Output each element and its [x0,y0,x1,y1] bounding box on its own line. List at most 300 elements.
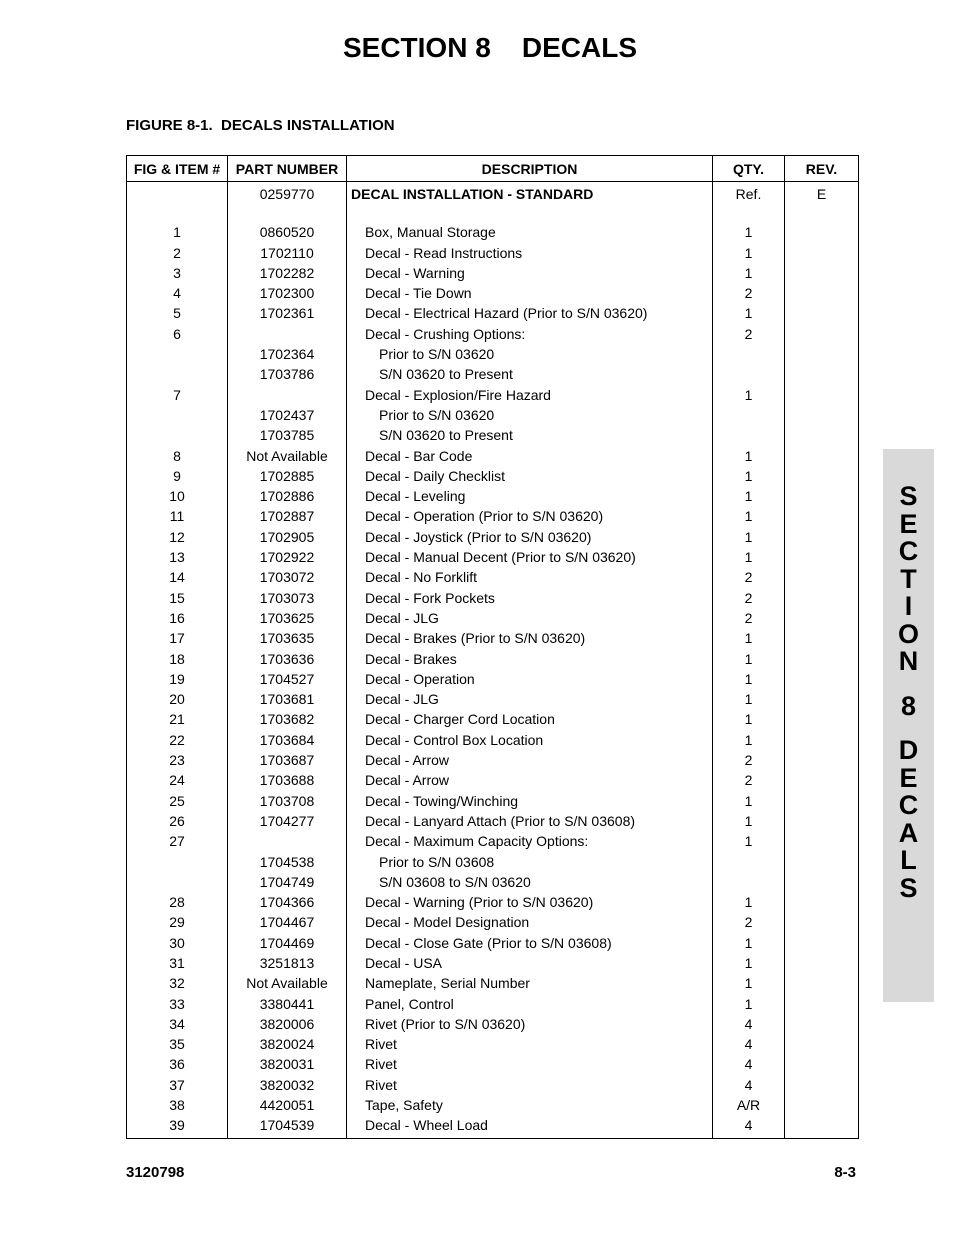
rev-cell [785,283,859,303]
part-number-cell: 1704366 [228,892,347,912]
qty-cell: 1 [713,385,785,405]
table-row [127,953,859,973]
fig-item-cell: 25 [127,791,228,811]
fig-item-cell: 35 [127,1034,228,1054]
part-number-cell: 1704749 [228,872,347,892]
qty-cell [713,425,785,445]
fig-item-cell [127,344,228,364]
table-row [127,466,859,486]
rev-cell [785,933,859,953]
part-number-cell: 3380441 [228,994,347,1014]
part-number-cell: Not Available [228,446,347,466]
fig-item-cell: 14 [127,567,228,587]
part-number-cell [228,324,347,344]
fig-item-cell: 30 [127,933,228,953]
rev-cell [785,892,859,912]
side-tab-letter: D [898,735,919,765]
rev-cell [785,689,859,709]
qty-cell: 1 [713,486,785,506]
table-row [127,831,859,851]
table-row [127,628,859,648]
table-row [127,527,859,547]
description-cell: Decal - Brakes [347,649,713,669]
table-row [127,486,859,506]
part-number-cell: 1703681 [228,689,347,709]
qty-cell: 1 [713,994,785,1014]
rev-cell [785,994,859,1014]
description-cell: DECAL INSTALLATION - STANDARD [347,182,713,205]
decals-parts-table [126,155,859,1139]
side-tab-letter: C [898,790,919,820]
table-row [127,1014,859,1034]
section-title: SECTION 8 DECALS [342,32,638,63]
fig-item-cell: 37 [127,1075,228,1095]
rev-cell [785,506,859,526]
table-row [127,222,859,242]
qty-cell: 1 [713,892,785,912]
description-cell: Decal - Operation (Prior to S/N 03620) [347,506,713,526]
qty-cell: 1 [713,973,785,993]
qty-cell: 2 [713,770,785,790]
table-row [127,446,859,466]
qty-cell: 1 [713,933,785,953]
rev-cell [785,1095,859,1115]
part-number-cell: 1702361 [228,303,347,323]
fig-item-cell: 32 [127,973,228,993]
fig-item-cell: 1 [127,222,228,242]
rev-cell [785,1014,859,1034]
fig-item-cell: 31 [127,953,228,973]
description-cell: Decal - Fork Pockets [347,588,713,608]
part-number-cell: 1702437 [228,405,347,425]
qty-cell: 1 [713,506,785,526]
table-row [127,1095,859,1115]
qty-cell: 1 [713,831,785,851]
description-cell: Decal - Close Gate (Prior to S/N 03608) [347,933,713,953]
description-cell: Decal - Lanyard Attach (Prior to S/N 03608) [347,811,713,831]
rev-cell [785,791,859,811]
table-row [127,182,859,205]
part-number-cell: 1703682 [228,709,347,729]
rev-cell [785,567,859,587]
description-cell: Prior to S/N 03620 [347,405,713,425]
rev-cell [785,1034,859,1054]
table-row [127,303,859,323]
rev-cell [785,466,859,486]
qty-cell: 4 [713,1014,785,1034]
rev-cell [785,385,859,405]
qty-cell: 1 [713,811,785,831]
description-cell: Decal - Manual Decent (Prior to S/N 03620) [347,547,713,567]
qty-cell: 1 [713,791,785,811]
fig-item-cell: 27 [127,831,228,851]
qty-cell [713,405,785,425]
qty-cell: 1 [713,466,785,486]
part-number-cell: 3820031 [228,1054,347,1074]
description-cell: Decal - Warning (Prior to S/N 03620) [347,892,713,912]
qty-cell: 1 [713,263,785,283]
table-row [127,933,859,953]
qty-cell: 1 [713,527,785,547]
side-tab-letter: N [898,646,919,676]
side-tab-letter: C [898,536,919,566]
qty-cell: 2 [713,750,785,770]
side-tab-letter: I [904,591,913,621]
qty-cell: 2 [713,912,785,932]
part-number-cell: 1703625 [228,608,347,628]
fig-item-cell: 36 [127,1054,228,1074]
side-tab-letter: T [900,563,917,594]
qty-cell: 2 [713,283,785,303]
description-cell: Rivet [347,1034,713,1054]
part-number-cell: 3820006 [228,1014,347,1034]
qty-cell: 4 [713,1034,785,1054]
part-number-cell: 1704467 [228,912,347,932]
table-row [127,1115,859,1138]
part-number-cell: 1703684 [228,730,347,750]
fig-item-cell: 21 [127,709,228,729]
description-cell: Decal - Arrow [347,770,713,790]
rev-cell [785,669,859,689]
column-header-qty: QTY. [713,156,785,182]
table-row [127,567,859,587]
part-number-cell [228,204,347,222]
description-cell: Prior to S/N 03620 [347,344,713,364]
table-header-row [127,156,859,182]
description-cell: S/N 03620 to Present [347,364,713,384]
rev-cell [785,364,859,384]
side-tab-letter: O [897,618,919,649]
table-row [127,547,859,567]
part-number-cell: 1703688 [228,770,347,790]
description-cell: S/N 03620 to Present [347,425,713,445]
rev-cell [785,1075,859,1095]
qty-cell: Ref. [713,182,785,205]
table-row [127,324,859,344]
fig-item-cell: 38 [127,1095,228,1115]
fig-item-cell: 24 [127,770,228,790]
part-number-cell: 4420051 [228,1095,347,1115]
qty-cell [713,852,785,872]
qty-cell: 1 [713,628,785,648]
description-cell: Decal - Control Box Location [347,730,713,750]
fig-item-cell: 7 [127,385,228,405]
table-row [127,1054,859,1074]
description-cell: Box, Manual Storage [347,222,713,242]
table-row [127,709,859,729]
part-number-cell: 1703708 [228,791,347,811]
rev-cell [785,1115,859,1138]
part-number-cell: 3820024 [228,1034,347,1054]
table-row [127,405,859,425]
description-cell: Decal - Joystick (Prior to S/N 03620) [347,527,713,547]
table-row [127,811,859,831]
part-number-cell: 1702885 [228,466,347,486]
table-row [127,1075,859,1095]
description-cell: Decal - Maximum Capacity Options: [347,831,713,851]
description-cell: Decal - Brakes (Prior to S/N 03620) [347,628,713,648]
section-side-tab [883,449,934,1002]
table-row [127,506,859,526]
qty-cell [713,204,785,222]
rev-cell [785,324,859,344]
description-cell: Decal - Wheel Load [347,1115,713,1138]
description-cell: Decal - Electrical Hazard (Prior to S/N 03620) [347,303,713,323]
document-number: 3120798 [126,1164,185,1181]
fig-item-cell: 18 [127,649,228,669]
fig-item-cell: 28 [127,892,228,912]
table-row [127,649,859,669]
part-number-cell: 1702364 [228,344,347,364]
rev-cell [785,750,859,770]
part-number-cell: 1703072 [228,567,347,587]
qty-cell: 1 [713,730,785,750]
qty-cell: 1 [713,669,785,689]
side-tab-letter: S [899,872,918,903]
qty-cell: 1 [713,243,785,263]
description-cell: Decal - USA [347,953,713,973]
part-number-cell: 1704539 [228,1115,347,1138]
rev-cell [785,263,859,283]
description-cell: Rivet [347,1054,713,1074]
rev-cell [785,405,859,425]
fig-item-cell [127,364,228,384]
side-tab-letter: S [899,481,918,511]
description-cell: S/N 03608 to S/N 03620 [347,872,713,892]
part-number-cell: 1703687 [228,750,347,770]
fig-item-cell: 13 [127,547,228,567]
rev-cell [785,912,859,932]
rev-cell [785,344,859,364]
description-cell: Decal - Charger Cord Location [347,709,713,729]
fig-item-cell: 29 [127,912,228,932]
qty-cell: 1 [713,303,785,323]
description-cell: Decal - Explosion/Fire Hazard [347,385,713,405]
rev-cell [785,303,859,323]
part-number-cell: 1704469 [228,933,347,953]
table-row [127,385,859,405]
qty-cell [713,872,785,892]
table-row [127,791,859,811]
qty-cell: 1 [713,547,785,567]
rev-cell [785,973,859,993]
table-row [127,344,859,364]
side-tab-letter: E [899,508,918,539]
fig-item-cell [127,204,228,222]
fig-item-cell: 11 [127,506,228,526]
qty-cell: 2 [713,567,785,587]
qty-cell: 2 [713,588,785,608]
table-row [127,1034,859,1054]
part-number-cell: 1703635 [228,628,347,648]
rev-cell: E [785,182,859,205]
part-number-cell: 1703636 [228,649,347,669]
fig-item-cell [127,872,228,892]
rev-cell [785,608,859,628]
fig-item-cell: 20 [127,689,228,709]
part-number-cell: 1704277 [228,811,347,831]
part-number-cell: 0259770 [228,182,347,205]
description-cell: Tape, Safety [347,1095,713,1115]
part-number-cell: 1704527 [228,669,347,689]
table-row [127,852,859,872]
fig-item-cell: 17 [127,628,228,648]
fig-item-cell [127,425,228,445]
rev-cell [785,628,859,648]
part-number-cell: 3820032 [228,1075,347,1095]
part-number-cell: 1702300 [228,283,347,303]
part-number-cell: 1702905 [228,527,347,547]
fig-item-cell [127,852,228,872]
description-cell: Nameplate, Serial Number [347,973,713,993]
side-tab-letter: 8 [900,690,917,721]
table-row [127,669,859,689]
qty-cell: 4 [713,1075,785,1095]
fig-item-cell: 16 [127,608,228,628]
fig-item-cell: 2 [127,243,228,263]
fig-item-cell: 19 [127,669,228,689]
fig-item-cell: 33 [127,994,228,1014]
qty-cell: 1 [713,709,785,729]
fig-item-cell: 3 [127,263,228,283]
figure-title: FIGURE 8-1. DECALS INSTALLATION [126,117,395,134]
column-header-part-number: PART NUMBER [228,156,347,182]
description-cell: Decal - Read Instructions [347,243,713,263]
qty-cell: 1 [713,953,785,973]
table-row [127,689,859,709]
description-cell: Rivet (Prior to S/N 03620) [347,1014,713,1034]
side-tab-letter: A [898,817,919,848]
qty-cell [713,364,785,384]
rev-cell [785,872,859,892]
part-number-cell: 1702887 [228,506,347,526]
description-cell: Panel, Control [347,994,713,1014]
rev-cell [785,486,859,506]
qty-cell: 1 [713,649,785,669]
column-header-description: DESCRIPTION [347,156,713,182]
table-row [127,263,859,283]
description-cell: Decal - JLG [347,608,713,628]
fig-item-cell: 5 [127,303,228,323]
rev-cell [785,204,859,222]
description-cell: Decal - Model Designation [347,912,713,932]
rev-cell [785,709,859,729]
rev-cell [785,243,859,263]
fig-item-cell [127,405,228,425]
part-number-cell [228,831,347,851]
table-row [127,994,859,1014]
fig-item-cell: 22 [127,730,228,750]
description-cell [347,204,713,222]
description-cell: Decal - Daily Checklist [347,466,713,486]
qty-cell: 1 [713,222,785,242]
description-cell: Prior to S/N 03608 [347,852,713,872]
fig-item-cell: 4 [127,283,228,303]
description-cell: Decal - No Forklift [347,567,713,587]
description-cell: Decal - Warning [347,263,713,283]
fig-item-cell: 34 [127,1014,228,1034]
description-cell: Decal - Tie Down [347,283,713,303]
table-row [127,608,859,628]
table-row [127,872,859,892]
part-number-cell: 1703785 [228,425,347,445]
table-row [127,912,859,932]
side-tab-letter: E [899,762,918,793]
table-body [127,182,859,1139]
fig-item-cell: 26 [127,811,228,831]
part-number-cell: 1704538 [228,852,347,872]
fig-item-cell: 10 [127,486,228,506]
description-cell: Decal - JLG [347,689,713,709]
part-number-cell: 1702282 [228,263,347,283]
part-number-cell: 1702886 [228,486,347,506]
description-cell: Decal - Operation [347,669,713,689]
description-cell: Decal - Crushing Options: [347,324,713,344]
rev-cell [785,811,859,831]
part-number-cell: 0860520 [228,222,347,242]
rev-cell [785,527,859,547]
table-row [127,204,859,222]
table-row [127,750,859,770]
rev-cell [785,588,859,608]
qty-cell: 4 [713,1115,785,1138]
table-row [127,892,859,912]
part-number-cell: Not Available [228,973,347,993]
fig-item-cell: 39 [127,1115,228,1138]
part-number-cell: 1702922 [228,547,347,567]
description-cell: Decal - Towing/Winching [347,791,713,811]
qty-cell: A/R [713,1095,785,1115]
table-row [127,364,859,384]
fig-item-cell: 9 [127,466,228,486]
rev-cell [785,831,859,851]
part-number-cell [228,385,347,405]
part-number-cell: 1702110 [228,243,347,263]
side-tab-letter [883,676,934,693]
rev-cell [785,953,859,973]
qty-cell: 4 [713,1054,785,1074]
description-cell: Decal - Leveling [347,486,713,506]
rev-cell [785,649,859,669]
table-row [127,425,859,445]
part-number-cell: 3251813 [228,953,347,973]
qty-cell [713,344,785,364]
qty-cell: 1 [713,446,785,466]
table-row [127,243,859,263]
part-number-cell: 1703786 [228,364,347,384]
rev-cell [785,852,859,872]
rev-cell [785,547,859,567]
table-row [127,973,859,993]
table-row [127,283,859,303]
rev-cell [785,425,859,445]
qty-cell: 2 [713,608,785,628]
page-number: 8-3 [834,1164,856,1181]
column-header-fig-item: FIG & ITEM # [127,156,228,182]
table-row [127,588,859,608]
fig-item-cell: 15 [127,588,228,608]
description-cell: Decal - Bar Code [347,446,713,466]
rev-cell [785,1054,859,1074]
description-cell: Decal - Arrow [347,750,713,770]
rev-cell [785,446,859,466]
table-row [127,770,859,790]
rev-cell [785,730,859,750]
fig-item-cell: 12 [127,527,228,547]
fig-item-cell: 8 [127,446,228,466]
side-tab-letter: L [900,845,917,875]
description-cell: Rivet [347,1075,713,1095]
